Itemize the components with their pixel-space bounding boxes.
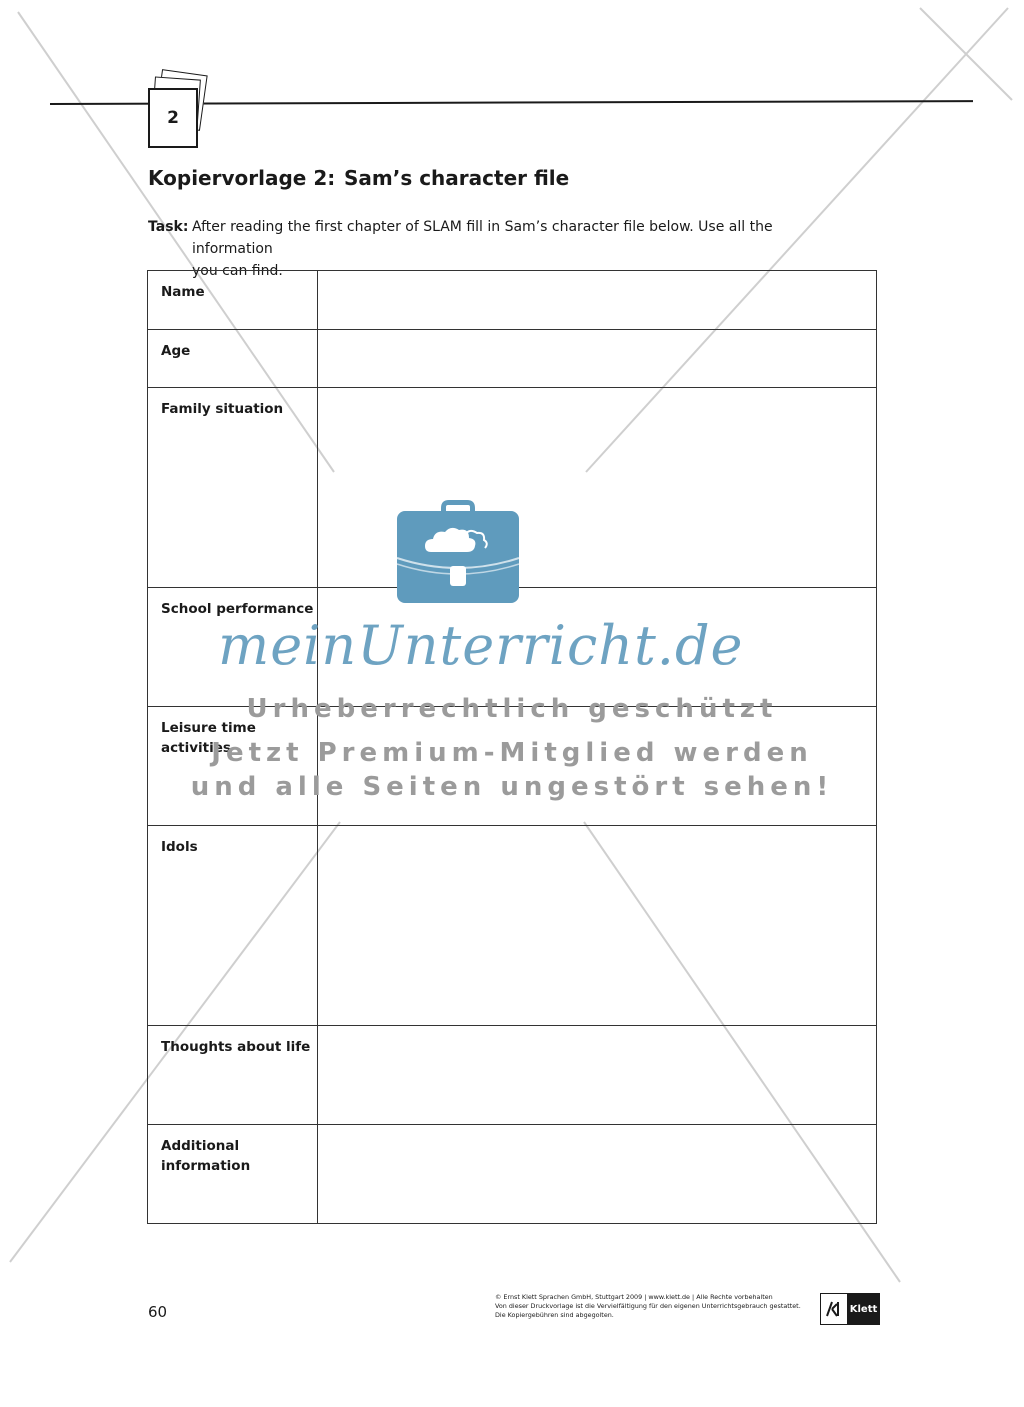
row-label: Thoughts about life: [148, 1026, 318, 1125]
row-label: Name: [148, 271, 318, 330]
table-row-additional-information: [148, 1125, 877, 1224]
row-label: Idols: [148, 826, 318, 1026]
chapter-number: 2: [167, 108, 179, 128]
page-number: 60: [148, 1303, 168, 1321]
task-text-line-1: After reading the first chapter of SLAM fill in Sam’s character file below. Use all the information: [192, 219, 773, 257]
table-row-age: [148, 330, 877, 388]
answer-cell-name[interactable]: [317, 271, 876, 330]
row-label: Leisure time activities: [148, 707, 318, 826]
table-row-thoughts-about-life: [148, 1026, 877, 1125]
row-label: School performance: [148, 588, 318, 707]
klett-logo: [820, 1293, 880, 1325]
chapter-number-tab: [148, 88, 198, 148]
table-row-name: [148, 271, 877, 330]
answer-cell-idols[interactable]: [317, 826, 876, 1026]
task-text-line-2: you can find.: [192, 263, 283, 279]
answer-cell-thoughts-about-life[interactable]: [317, 1026, 876, 1125]
table-row-idols: [148, 826, 877, 1026]
answer-cell-additional-information[interactable]: [317, 1125, 876, 1224]
row-label: Additional information: [148, 1125, 318, 1224]
answer-cell-age[interactable]: [317, 330, 876, 388]
title-label: Kopiervorlage 2:: [148, 166, 336, 190]
task-label: Task:: [148, 219, 189, 235]
watermark-line-3: und alle Seiten ungestört sehen!: [190, 772, 834, 802]
watermark-brand: meinUnterricht.de: [218, 614, 744, 677]
title-text: Sam’s character file: [344, 166, 570, 190]
row-label: Age: [148, 330, 318, 388]
briefcase-cloud-icon: [395, 498, 521, 604]
klett-logo-text: Klett: [848, 1294, 879, 1324]
klett-logo-mark-icon: [821, 1294, 848, 1324]
row-label: Family situation: [148, 388, 318, 588]
watermark-line-1: Urheberrechtlich geschützt: [246, 694, 778, 724]
copyright-notice: © Ernst Klett Sprachen GmbH, Stuttgart 2009 | www.klett.de | Alle Rechte vorbehalten Von dieser Druckvorlage ist die Vervielfältigung für den eigenen Unterrichtsgebrauch gestattet. Die Kopiergebühren sind abgegolten.: [495, 1293, 801, 1319]
page-title: [148, 166, 569, 190]
watermark-line-2: Jetzt Premium-Mitglied werden: [211, 738, 813, 768]
